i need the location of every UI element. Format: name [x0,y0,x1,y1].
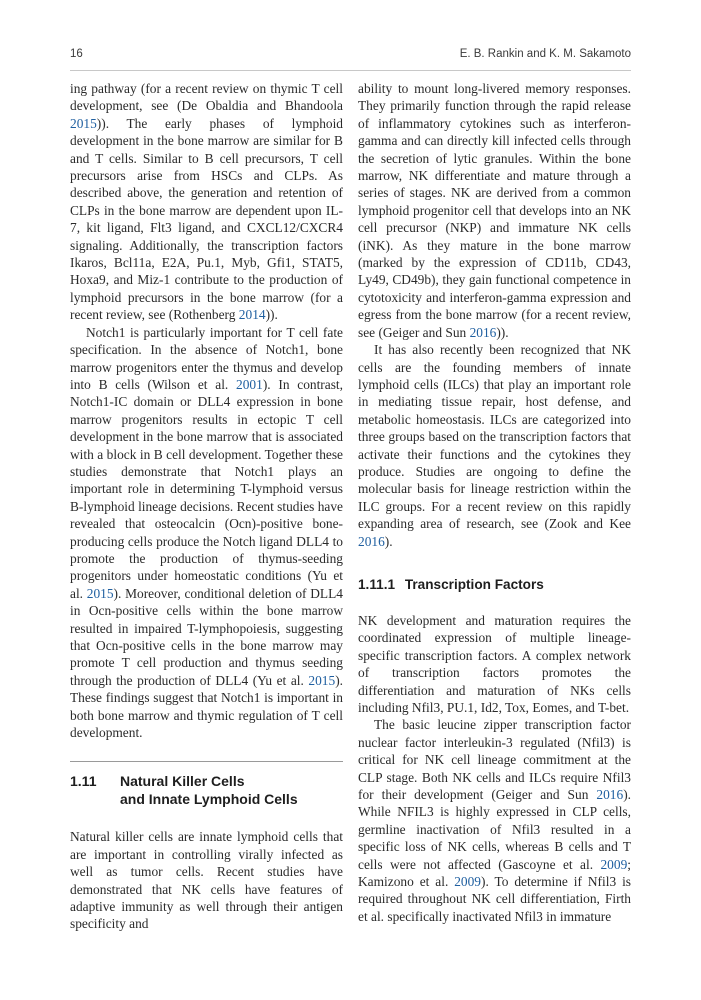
citation-year-link[interactable]: 2001 [236,376,263,392]
paragraph-thymic-development: ing pathway (for a recent review on thymic T cell development, see (De Obaldia and Bhandoola 2015)). The early phases of lymphoid development in the bone marrow are similar for B and T cells. Similar to B cell precursors, T cell precursors arise from HSCs and CLPs. As described above, the generation and retention of CLPs in the bone marrow are dependent upon IL-7, kit ligand, Flt3 ligand, and CXCL12/CXCR4 signaling. Additionally, the transcription factors Ikaros, Bcl11a, E2A, Pu.1, Myb, Gfi1, STAT5, Hoxa9, and Miz-1 contribute to the production of lymphoid precursors in the bone marrow (for a recent review, see (Rothenberg 2014)). [70,81,343,323]
section-number: 1.11 [70,773,97,790]
section-heading-1-11 [70,772,343,808]
citation-year-link[interactable]: 2016 [469,324,497,340]
citation-year-link[interactable]: 2015 [86,585,114,601]
citation-year-link[interactable]: 2015 [70,115,97,131]
left-column [70,80,343,933]
paragraph-nfil3: The basic leucine zipper transcription factor nuclear factor interleukin-3 regulated (Nfil3) is critical for NK cell lineage commitment at the CLP stage. Both NK cells and ILCs require Nfil3 for their development (Geiger and Sun 2016). While NFIL3 is highly expressed in CLP cells, germline inactivation of Nfil3 resulted in a specific loss of NK cells, whereas B cells and T cells were not affected (Gascoyne et al. 2009; Kamizono et al. 2009). To determine if Nfil3 is required throughout NK cell differentiation, Firth et al. specifically inactivated Nfil3 in immature [358,717,632,924]
paragraph-nk-maturation: ability to mount long-livered memory responses. They primarily function through the rapid release of inflammatory cytokines such as interferon-gamma and can directly kill infected cells through the secretion of lytic granules. Within the bone marrow, NK differentiate and mature through a series of stages. NK are derived from a common lymphoid progenitor cell that develops into an NK cell precursor (NKP) and immature NK cells (iNK). As they mature in the bone marrow (marked by the expression of CD11b, CD43, Ly49, CD49b), they gain functional competence in cytotoxicity and interferon-gamma expression and egress from the bone marrow (for a recent review, see (Geiger and Sun 2016)). [358,81,631,340]
section-divider [70,761,343,762]
header-divider [70,70,631,71]
running-head-authors: E. B. Rankin and K. M. Sakamoto [459,48,631,60]
section-title: Natural Killer Cells and Innate Lymphoid Cells [120,773,298,808]
paragraph-nk-intro: Natural killer cells are innate lymphoid cells that are important in controlling virally infected as well as tumor cells. Recent studies have demonstrated that NK cells have features of adaptive immunity as well through their antigen specificity and [70,829,343,932]
section-heading-1-11-1 [358,576,631,594]
citation-year-link[interactable]: 2015 [308,672,336,688]
page-number: 16 [70,48,83,60]
paragraph-transcription-network: NK development and maturation requires the coordinated expression of multiple lineage-specific transcription factors. A complex network of transcription factors promotes the differentiation and maturation of NKs cells including Nfil3, PU.1, Id2, Tox, Eomes, and T-bet. [358,612,631,715]
subsection-number: 1.11.1 [358,576,396,592]
citation-year-link[interactable]: 2014 [238,307,266,323]
citation-year-link[interactable]: 2016 [358,533,385,549]
paragraph-ilcs: It has also recently been recognized that NK cells are the founding members of innate lymphoid cells (ILCs) that play an important role in mediating tissue repair, host defense, and metabolic homeostasis. ILCs are categorized into three groups based on the transcription factors that activate their functions and the cytokines they produce. Studies are ongoing to define the molecular basis for lineage restriction within the ILC groups. For a recent review on this rapidly expanding area of research, see (Zook and Kee 2016). [358,342,631,549]
running-head [70,48,631,64]
right-column [358,80,631,925]
citation-year-link[interactable]: 2009 [454,874,481,890]
paragraph-notch1: Notch1 is particularly important for T cell fate specification. In the absence of Notch1, bone marrow progenitors enter the thymus and develop into B cells (Wilson et al. 2001). In contrast, Notch1-IC domain or DLL4 expression in bone marrow progenitors results in ectopic T cell development in the bone marrow that is associated with a block in B cell development. Together these studies demonstrate that Notch1 plays an important role in determining T-lymphoid versus B-lymphoid lineage decisions. Recent studies have revealed that osteocalcin (Ocn)-positive bone-producing cells produce the Notch ligand DLL4 to promote the production of thymus-seeding progenitors under homeostatic conditions (Yu et al. 2015). Moreover, conditional deletion of DLL4 in Ocn-positive cells within the bone marrow resulted in impaired T-lymphopoiesis, suggesting that Ocn-positive cells in the bone marrow may promote T cell production and thymus seeding through the production of DLL4 (Yu et al. 2015). These findings suggest that Notch1 is important in both bone marrow and thymic regulation of T cell development. [70,324,343,741]
subsection-title: Transcription Factors [404,576,544,592]
citation-year-link[interactable]: 2009 [600,856,628,872]
citation-year-link[interactable]: 2016 [596,787,624,803]
